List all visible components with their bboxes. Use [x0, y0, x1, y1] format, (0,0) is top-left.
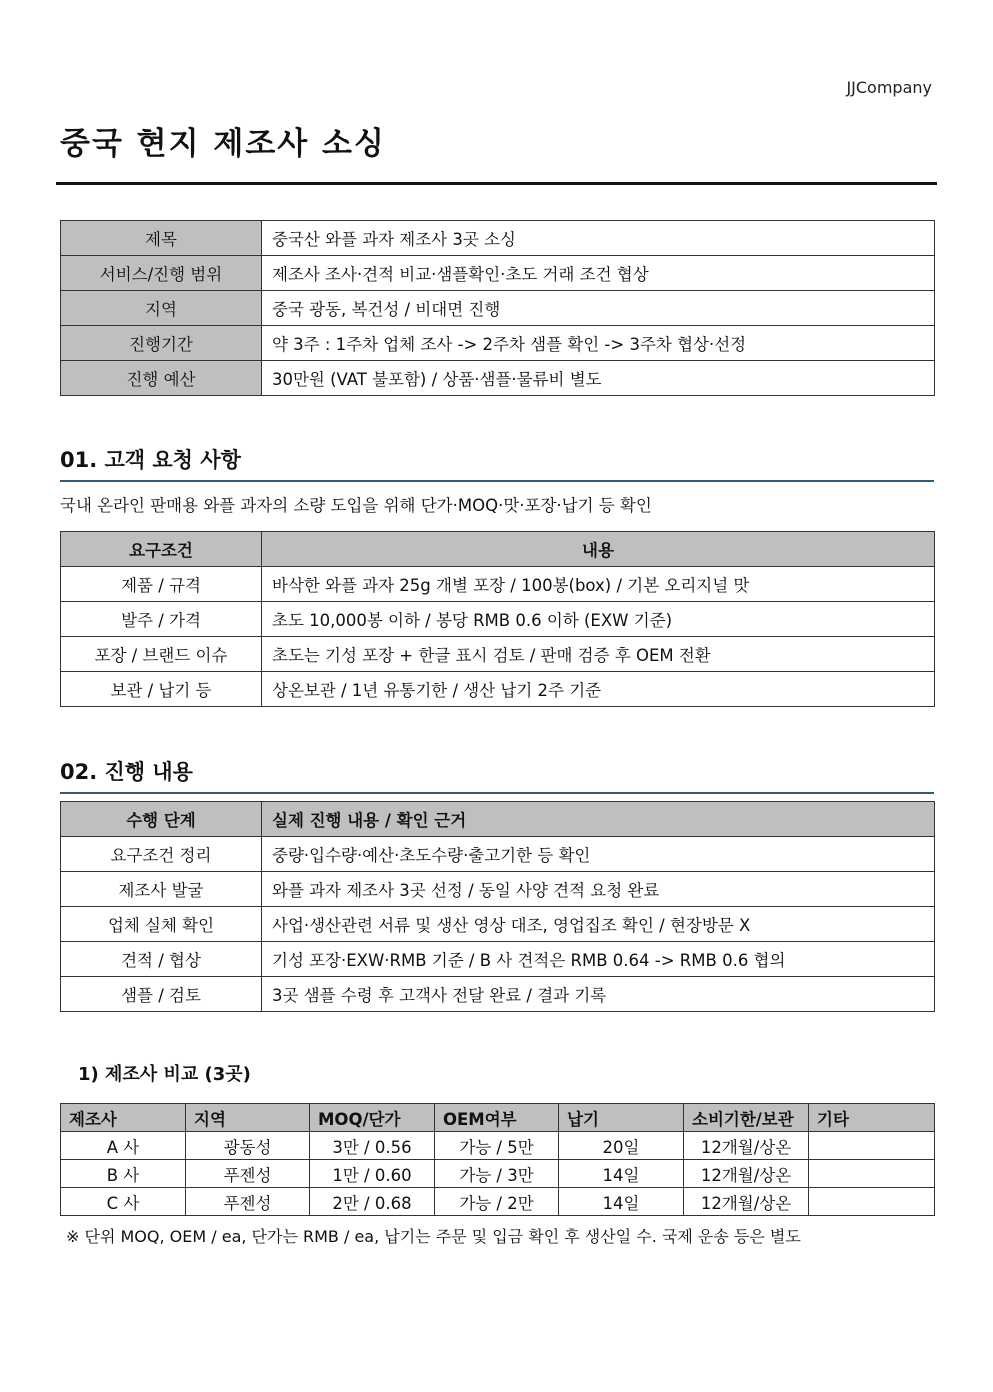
requirement-value: 상온보관 / 1년 유통기한 / 생산 납기 2주 기준 [262, 672, 935, 707]
table-header-row [61, 802, 935, 837]
table-cell: C 사 [61, 1188, 186, 1216]
table-header-row [61, 1104, 935, 1132]
table-row [61, 602, 935, 637]
step-detail: 와플 과자 제조사 3곳 선정 / 동일 사양 견적 요청 완료 [262, 872, 935, 907]
table-cell: 12개월/상온 [684, 1132, 809, 1160]
table-row [61, 942, 935, 977]
table-cell: 푸젠성 [186, 1160, 310, 1188]
column-header: 내용 [262, 532, 935, 567]
step-detail: 중량·입수량·예산·초도수량·출고기한 등 확인 [262, 837, 935, 872]
table-cell: 12개월/상온 [684, 1160, 809, 1188]
column-header: OEM여부 [435, 1104, 559, 1132]
column-header: 기타 [809, 1104, 935, 1132]
table-row [61, 361, 935, 396]
table-header-row [61, 532, 935, 567]
table-cell [809, 1188, 935, 1216]
requirement-label: 제품 / 규격 [61, 567, 262, 602]
table-row [61, 1132, 935, 1160]
company-name: JJCompany [846, 78, 932, 97]
table-cell: 가능 / 3만 [435, 1160, 559, 1188]
info-value: 제조사 조사·견적 비교·샘플확인·초도 거래 조건 협상 [262, 256, 935, 291]
document-title: 중국 현지 제조사 소싱 [60, 126, 386, 162]
table-cell: 1만 / 0.60 [310, 1160, 435, 1188]
info-value: 30만원 (VAT 불포함) / 상품·샘플·물류비 별도 [262, 361, 935, 396]
info-value: 약 3주 : 1주차 업체 조사 -> 2주차 샘플 확인 -> 3주차 협상·선정 [262, 326, 935, 361]
info-label: 서비스/진행 범위 [61, 256, 262, 291]
requirement-value: 바삭한 와플 과자 25g 개별 포장 / 100봉(box) / 기본 오리지널 맛 [262, 567, 935, 602]
column-header: 지역 [186, 1104, 310, 1132]
table-cell [809, 1132, 935, 1160]
section-intro-text: 국내 온라인 판매용 와플 과자의 소량 도입을 위해 단가·MOQ·맛·포장·납기 등 확인 [60, 496, 652, 515]
requirement-value: 초도 10,000봉 이하 / 봉당 RMB 0.6 이하 (EXW 기준) [262, 602, 935, 637]
info-label: 제목 [61, 221, 262, 256]
table-row [61, 1188, 935, 1216]
column-header: 제조사 [61, 1104, 186, 1132]
requirement-label: 발주 / 가격 [61, 602, 262, 637]
column-header: 납기 [559, 1104, 684, 1132]
info-label: 지역 [61, 291, 262, 326]
table-cell: 3만 / 0.56 [310, 1132, 435, 1160]
table-row [61, 637, 935, 672]
subheading-manufacturer-comparison: 1) 제조사 비교 (3곳) [78, 1064, 251, 1085]
manufacturer-comparison-table [60, 1103, 935, 1216]
step-detail: 기성 포장·EXW·RMB 기준 / B 사 견적은 RMB 0.64 -> RMB 0.6 협의 [262, 942, 935, 977]
table-footnote: ※ 단위 MOQ, OEM / ea, 단가는 RMB / ea, 납기는 주문 및 입금 확인 후 생산일 수. 국제 운송 등은 별도 [66, 1227, 801, 1246]
table-cell: 14일 [559, 1188, 684, 1216]
section-heading-progress: 02. 진행 내용 [60, 756, 934, 794]
table-cell: B 사 [61, 1160, 186, 1188]
table-cell: 푸젠성 [186, 1188, 310, 1216]
table-row [61, 567, 935, 602]
table-row [61, 221, 935, 256]
table-cell: 14일 [559, 1160, 684, 1188]
column-header: 요구조건 [61, 532, 262, 567]
table-row [61, 1160, 935, 1188]
progress-table [60, 801, 935, 1012]
step-label: 제조사 발굴 [61, 872, 262, 907]
project-info-table [60, 220, 935, 396]
section-heading-customer-request: 01. 고객 요청 사항 [60, 444, 934, 482]
table-cell: 광동성 [186, 1132, 310, 1160]
info-value: 중국산 와플 과자 제조사 3곳 소싱 [262, 221, 935, 256]
table-cell: 20일 [559, 1132, 684, 1160]
info-label: 진행 예산 [61, 361, 262, 396]
requirement-label: 보관 / 납기 등 [61, 672, 262, 707]
step-label: 요구조건 정리 [61, 837, 262, 872]
table-row [61, 672, 935, 707]
step-label: 견적 / 협상 [61, 942, 262, 977]
table-cell [809, 1160, 935, 1188]
table-cell: 가능 / 2만 [435, 1188, 559, 1216]
table-row [61, 291, 935, 326]
table-row [61, 977, 935, 1012]
requirement-label: 포장 / 브랜드 이슈 [61, 637, 262, 672]
column-header: 소비기한/보관 [684, 1104, 809, 1132]
table-row [61, 256, 935, 291]
table-row [61, 907, 935, 942]
requirement-value: 초도는 기성 포장 + 한글 표시 검토 / 판매 검증 후 OEM 전환 [262, 637, 935, 672]
column-header: MOQ/단가 [310, 1104, 435, 1132]
table-cell: 가능 / 5만 [435, 1132, 559, 1160]
table-row [61, 872, 935, 907]
table-row [61, 326, 935, 361]
title-divider [56, 182, 937, 185]
info-label: 진행기간 [61, 326, 262, 361]
info-value: 중국 광동, 복건성 / 비대면 진행 [262, 291, 935, 326]
column-header: 실제 진행 내용 / 확인 근거 [262, 802, 935, 837]
table-cell: A 사 [61, 1132, 186, 1160]
step-detail: 사업·생산관련 서류 및 생산 영상 대조, 영업집조 확인 / 현장방문 X [262, 907, 935, 942]
column-header: 수행 단계 [61, 802, 262, 837]
step-label: 업체 실체 확인 [61, 907, 262, 942]
table-row [61, 837, 935, 872]
step-detail: 3곳 샘플 수령 후 고객사 전달 완료 / 결과 기록 [262, 977, 935, 1012]
requirements-table [60, 531, 935, 707]
table-cell: 12개월/상온 [684, 1188, 809, 1216]
step-label: 샘플 / 검토 [61, 977, 262, 1012]
table-cell: 2만 / 0.68 [310, 1188, 435, 1216]
